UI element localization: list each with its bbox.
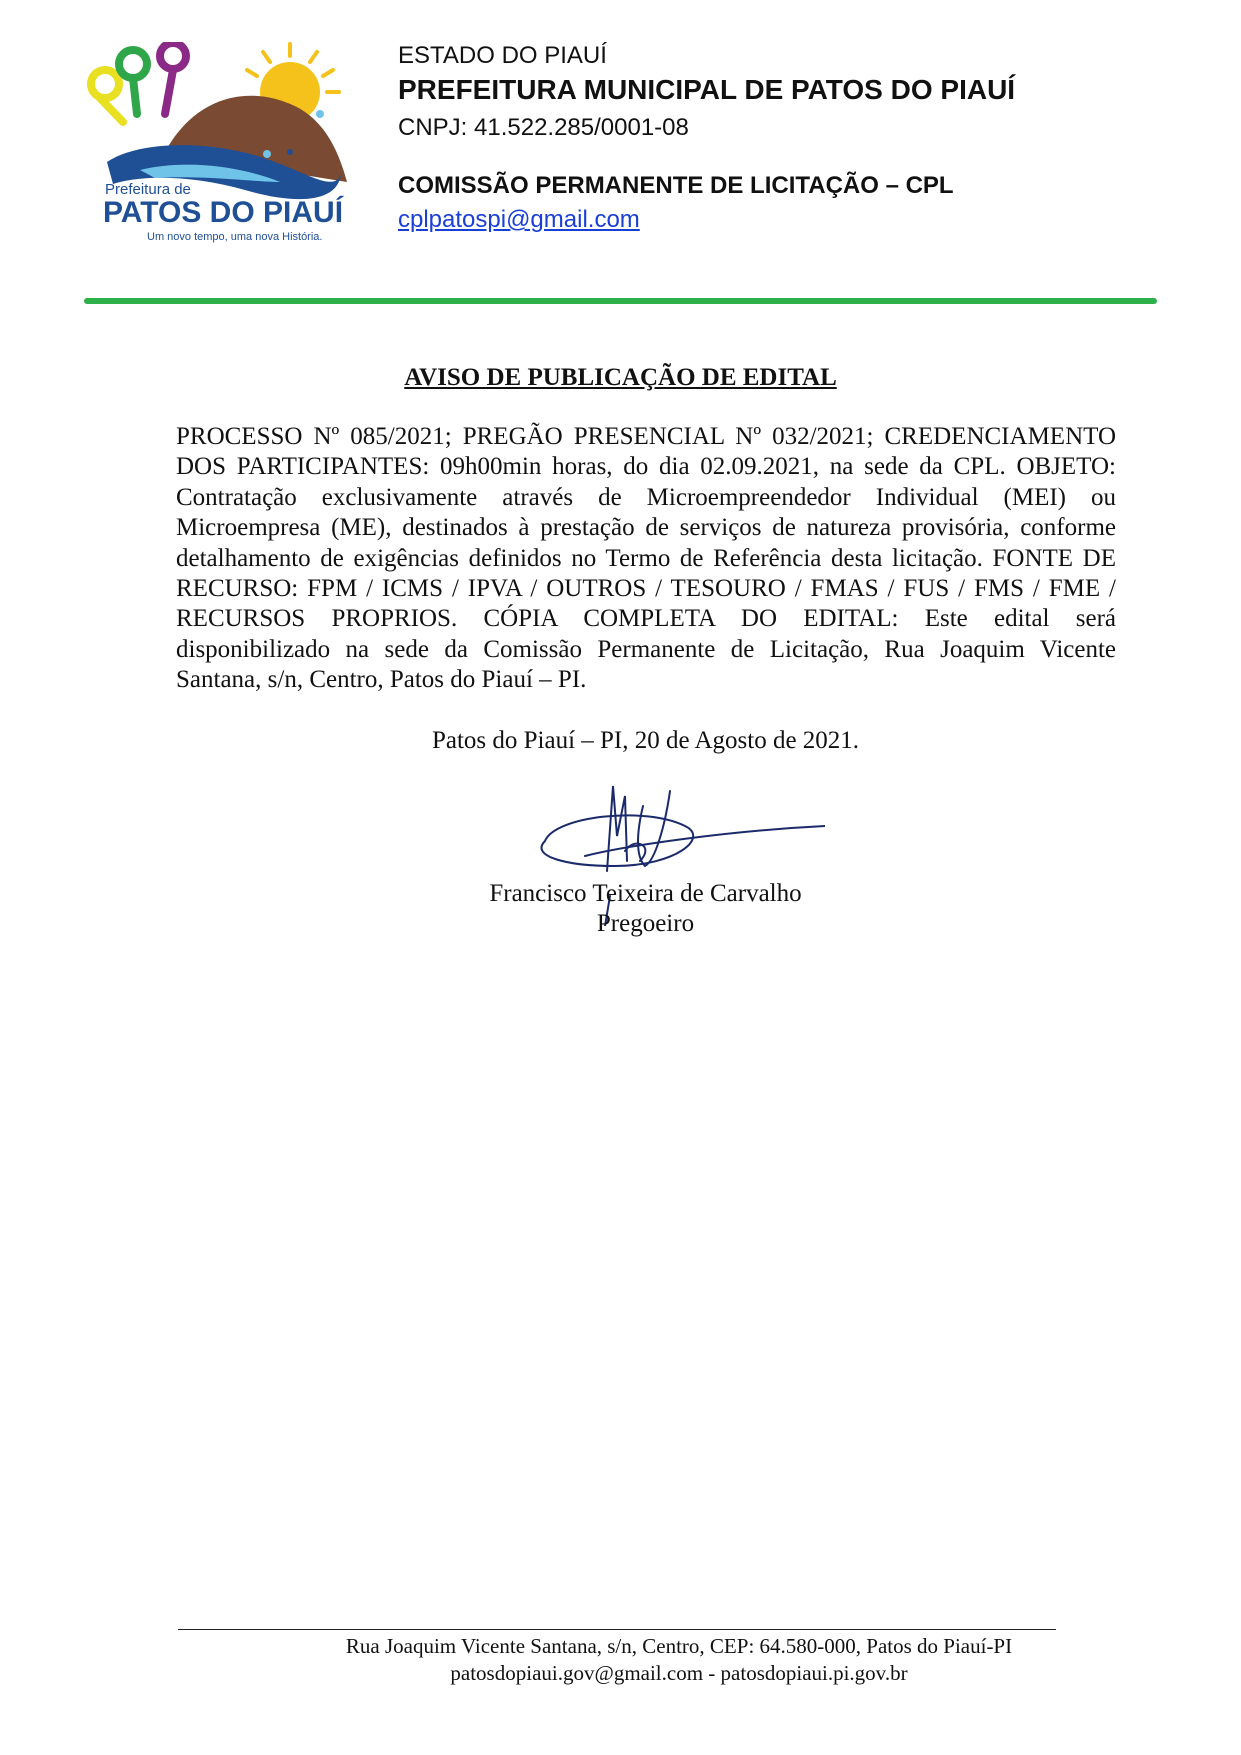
- notice-title: AVISO DE PUBLICAÇÃO DE EDITAL: [404, 364, 837, 391]
- footer-divider: [178, 1629, 1056, 1630]
- drop-icon: [316, 110, 324, 118]
- footer-address: Rua Joaquim Vicente Santana, s/n, Centro, CEP: 64.580-000, Patos do Piauí-PI: [345, 1634, 1013, 1658]
- drop-icon: [287, 149, 293, 155]
- drop-icon: [263, 150, 271, 158]
- logo-slogan: Um novo tempo, uma nova História.: [147, 231, 323, 243]
- signer-name: Francisco Teixeira de Carvalho: [489, 880, 802, 907]
- notice-date: Patos do Piauí – PI, 20 de Agosto de 2021.: [431, 727, 860, 754]
- notice-body: PROCESSO Nº 085/2021; PREGÃO PRESENCIAL Nº 032/2021; CREDENCIAMENTO DOS PARTICIPANTES: 09h00min horas, do dia 02.09.2021, na sede da CPL. OBJETO: Contratação exclusivamente através de Microempreendedor Individual (MEI) ou Microempresa (ME), destinados à prestação de serviços de natureza provisória, conforme detalhamento de exigências definidos no Termo de Referência desta licitação. FONTE DE RECURSO: FPM / ICMS / IPVA / OUTROS / TESOURO / FMAS / FUS / FMS / FME / RECURSOS PROPRIOS. CÓPIA COMPLETA DO EDITAL: Este edital será disponibilizado na sede da Comissão Permanente de Licitação, Rua Joaquim Vicente Santana, s/n, Centro, Patos do Piauí – PI.: [176, 423, 1116, 694]
- prefecture-logo: [85, 42, 385, 247]
- header-commission: COMISSÃO PERMANENTE DE LICITAÇÃO – CPL: [398, 172, 954, 199]
- header-divider: [84, 298, 1157, 304]
- signer-role: Pregoeiro: [596, 910, 695, 937]
- header-cnpj: CNPJ: 41.522.285/0001-08: [398, 114, 689, 141]
- header-state: ESTADO DO PIAUÍ: [398, 42, 607, 69]
- logo-caption-big: PATOS DO PIAUÍ: [103, 196, 344, 229]
- header-email-link[interactable]: cplpatospi@gmail.com: [398, 206, 640, 233]
- header-prefecture: PREFEITURA MUNICIPAL DE PATOS DO PIAUÍ: [398, 74, 1016, 105]
- logo-graphic: [85, 42, 385, 247]
- people-figures-icon: [91, 43, 186, 122]
- logo-caption-small: Prefeitura de: [105, 181, 191, 198]
- footer-contacts: patosdopiaui.gov@gmail.com - patosdopiaui.pi.gov.br: [450, 1661, 908, 1685]
